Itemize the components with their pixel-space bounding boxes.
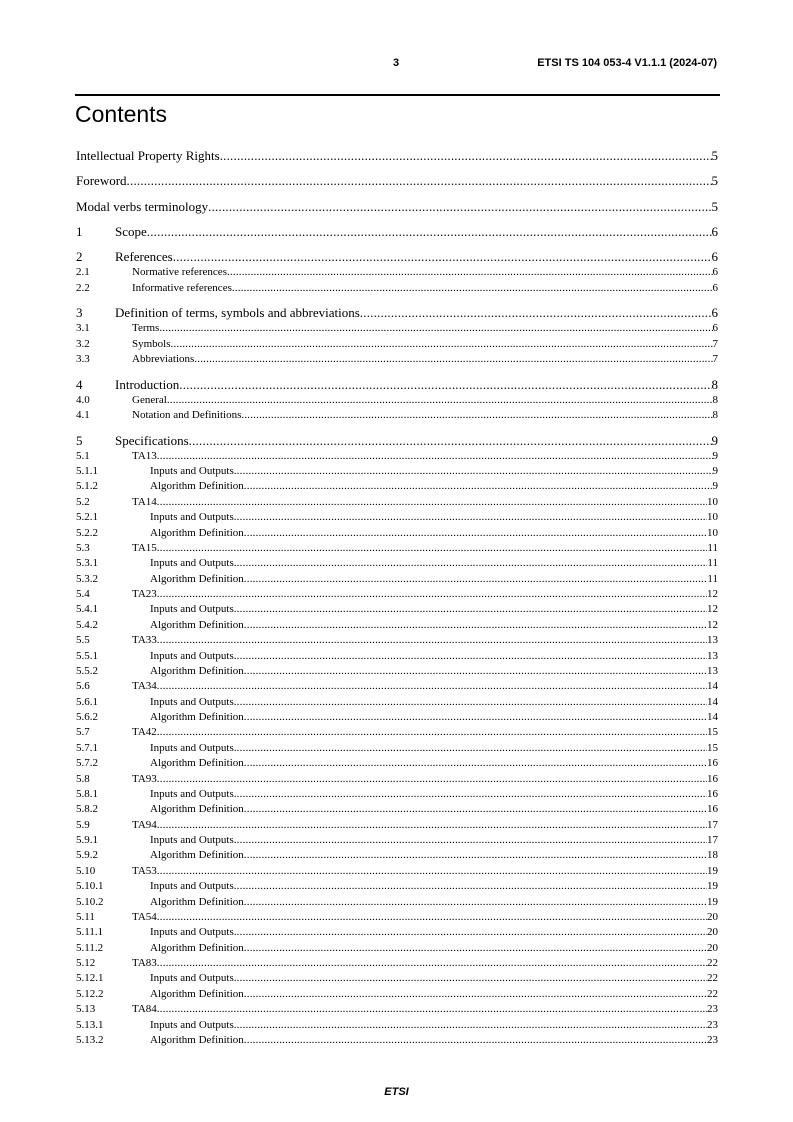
toc-dot-leader xyxy=(244,664,707,679)
document-title: ETSI TS 104 053-4 V1.1.1 (2024-07) xyxy=(537,57,717,69)
toc-entry-title: Inputs and Outputs xyxy=(150,1018,234,1031)
footer-etsi: ETSI xyxy=(384,1086,409,1098)
toc-entry-page: 14 xyxy=(707,680,718,693)
toc-entry-title: General xyxy=(132,393,167,406)
toc-entry-title: Algorithm Definition xyxy=(150,526,244,539)
toc-entry[interactable] xyxy=(76,510,718,525)
toc-entry[interactable] xyxy=(76,433,718,449)
toc-entry[interactable] xyxy=(76,265,718,280)
toc-dot-leader xyxy=(157,725,707,740)
toc-entry-title: TA94 xyxy=(132,818,157,831)
table-of-contents xyxy=(76,139,718,1048)
toc-entry[interactable] xyxy=(76,249,718,265)
toc-entry-page: 16 xyxy=(707,787,718,800)
toc-entry[interactable] xyxy=(76,541,718,556)
toc-dot-leader xyxy=(244,987,707,1002)
toc-entry-title: Informative references xyxy=(132,281,232,294)
toc-entry-title: Terms xyxy=(132,322,160,335)
header-rule xyxy=(75,94,720,96)
toc-entry[interactable] xyxy=(76,649,718,664)
toc-entry-page: 17 xyxy=(707,818,718,831)
toc-entry-title: Algorithm Definition xyxy=(150,803,244,816)
toc-entry-title: Algorithm Definition xyxy=(150,895,244,908)
toc-dot-leader xyxy=(127,173,712,189)
toc-entry-number: 5.11.2 xyxy=(76,941,104,954)
toc-entry[interactable] xyxy=(76,725,718,740)
toc-entry-page: 7 xyxy=(712,337,718,350)
toc-entry-page: 23 xyxy=(707,1018,718,1031)
toc-entry[interactable] xyxy=(76,772,718,787)
toc-entry-title: TA42 xyxy=(132,726,157,739)
toc-entry-number: 1 xyxy=(76,223,83,239)
toc-entry-page: 5 xyxy=(711,148,718,163)
toc-dot-leader xyxy=(227,265,713,280)
toc-dot-leader xyxy=(189,433,712,449)
toc-entry-number: 5.7.1 xyxy=(76,741,98,754)
toc-entry-number: 5.8.2 xyxy=(76,803,98,816)
toc-entry-number: 5.9.2 xyxy=(76,849,98,862)
toc-entry-title: TA13 xyxy=(132,449,157,462)
toc-entry-number: 5.3.1 xyxy=(76,557,98,570)
toc-entry-page: 6 xyxy=(712,322,718,335)
toc-entry[interactable] xyxy=(76,910,718,925)
toc-entry[interactable] xyxy=(76,925,718,940)
toc-dot-leader xyxy=(232,281,713,296)
toc-dot-leader xyxy=(234,787,707,802)
toc-dot-leader xyxy=(179,377,711,393)
toc-dot-leader xyxy=(234,1018,707,1033)
toc-entry-title: Introduction xyxy=(115,376,180,392)
toc-entry-page: 16 xyxy=(707,772,718,785)
toc-entry-page: 12 xyxy=(707,588,718,601)
toc-entry-number: 5.7 xyxy=(76,726,90,739)
toc-dot-leader xyxy=(171,337,713,352)
toc-entry-number: 5.6.1 xyxy=(76,695,98,708)
toc-entry-title: Algorithm Definition xyxy=(150,1033,244,1046)
toc-entry-number: 5.13.2 xyxy=(76,1033,104,1046)
toc-entry-number: 5.1.1 xyxy=(76,465,98,478)
toc-entry-title: Inputs and Outputs xyxy=(150,880,234,893)
toc-entry-page: 22 xyxy=(707,957,718,970)
toc-entry-number: 5.5.2 xyxy=(76,664,98,677)
toc-entry-title: Foreword xyxy=(76,173,127,189)
toc-entry-page: 10 xyxy=(707,511,718,524)
toc-entry[interactable] xyxy=(76,971,718,986)
toc-dot-leader xyxy=(234,971,707,986)
toc-entry-title: Definition of terms, symbols and abbreviations xyxy=(115,305,360,321)
toc-entry-number: 5.10 xyxy=(76,864,96,877)
toc-dot-leader xyxy=(234,741,707,756)
toc-entry-page: 11 xyxy=(707,541,718,554)
toc-entry[interactable] xyxy=(76,787,718,802)
toc-dot-leader xyxy=(244,479,713,494)
toc-entry-number: 2.1 xyxy=(76,266,90,279)
toc-entry-title: Inputs and Outputs xyxy=(150,741,234,754)
toc-entry-title: Inputs and Outputs xyxy=(150,557,234,570)
toc-entry-page: 20 xyxy=(707,910,718,923)
toc-entry-number: 5.1 xyxy=(76,449,90,462)
toc-entry[interactable] xyxy=(76,664,718,679)
toc-entry-title: References xyxy=(115,249,173,265)
toc-dot-leader xyxy=(157,633,707,648)
toc-entry-page: 20 xyxy=(707,941,718,954)
toc-entry[interactable] xyxy=(76,879,718,894)
toc-entry-title: Algorithm Definition xyxy=(150,664,244,677)
toc-entry[interactable] xyxy=(76,321,718,336)
toc-entry[interactable] xyxy=(76,587,718,602)
toc-entry-number: 5.8.1 xyxy=(76,787,98,800)
toc-entry-number: 5.4.1 xyxy=(76,603,98,616)
toc-entry-number: 5.4.2 xyxy=(76,618,98,631)
toc-dot-leader xyxy=(244,895,707,910)
toc-entry-page: 6 xyxy=(711,305,718,321)
toc-dot-leader xyxy=(234,602,707,617)
toc-entry[interactable] xyxy=(76,895,718,910)
toc-dot-leader xyxy=(244,802,707,817)
toc-entry-title: Algorithm Definition xyxy=(150,849,244,862)
toc-entry-title: Modal verbs terminology xyxy=(76,198,209,214)
toc-dot-leader xyxy=(157,541,708,556)
toc-entry-title: Inputs and Outputs xyxy=(150,834,234,847)
toc-entry-title: TA54 xyxy=(132,910,157,923)
toc-dot-leader xyxy=(244,618,707,633)
toc-entry-page: 23 xyxy=(707,1033,718,1046)
toc-entry-title: Algorithm Definition xyxy=(150,711,244,724)
toc-entry[interactable] xyxy=(76,352,718,367)
toc-entry-title: Algorithm Definition xyxy=(150,480,244,493)
toc-entry-page: 15 xyxy=(707,741,718,754)
toc-dot-leader xyxy=(234,464,713,479)
toc-entry-number: 5.7.2 xyxy=(76,757,98,770)
toc-entry-number: 3 xyxy=(76,305,83,321)
toc-entry-number: 5.12.2 xyxy=(76,987,104,1000)
toc-entry-number: 5.8 xyxy=(76,772,90,785)
toc-entry-number: 5.6 xyxy=(76,680,90,693)
toc-entry-page: 22 xyxy=(707,972,718,985)
toc-entry-page: 15 xyxy=(707,726,718,739)
toc-entry-page: 19 xyxy=(707,880,718,893)
toc-entry-title: Algorithm Definition xyxy=(150,987,244,1000)
toc-entry-title: Scope xyxy=(115,223,147,239)
toc-entry-page: 12 xyxy=(707,618,718,631)
toc-entry-title: Specifications xyxy=(115,432,189,448)
toc-entry-page: 7 xyxy=(712,352,718,365)
toc-dot-leader xyxy=(157,587,707,602)
toc-entry-title: TA34 xyxy=(132,680,157,693)
toc-dot-leader xyxy=(244,710,707,725)
toc-entry-number: 5.12 xyxy=(76,957,96,970)
toc-dot-leader xyxy=(234,879,707,894)
toc-dot-leader xyxy=(157,772,707,787)
toc-dot-leader xyxy=(157,864,707,879)
toc-entry-page: 9 xyxy=(712,480,718,493)
toc-entry-number: 5.11.1 xyxy=(76,926,104,939)
toc-entry-title: Inputs and Outputs xyxy=(150,972,234,985)
toc-entry-page: 13 xyxy=(707,664,718,677)
toc-dot-leader xyxy=(234,556,708,571)
toc-entry[interactable] xyxy=(76,710,718,725)
toc-entry-number: 5.2 xyxy=(76,495,90,508)
toc-dot-leader xyxy=(244,526,707,541)
toc-dot-leader xyxy=(234,833,707,848)
toc-entry-page: 18 xyxy=(707,849,718,862)
toc-entry[interactable] xyxy=(76,556,718,571)
toc-entry-number: 5.13 xyxy=(76,1003,96,1016)
toc-entry-page: 10 xyxy=(707,526,718,539)
toc-entry-page: 17 xyxy=(707,834,718,847)
toc-entry-page: 13 xyxy=(707,634,718,647)
toc-entry-title: TA14 xyxy=(132,495,157,508)
toc-entry-number: 5.6.2 xyxy=(76,711,98,724)
toc-entry-number: 5 xyxy=(76,432,83,448)
toc-entry-number: 5.10.1 xyxy=(76,880,104,893)
toc-entry-page: 22 xyxy=(707,987,718,1000)
toc-entry[interactable] xyxy=(76,148,718,164)
toc-dot-leader xyxy=(234,510,707,525)
toc-entry-page: 20 xyxy=(707,926,718,939)
toc-entry-page: 9 xyxy=(712,449,718,462)
toc-entry-title: Normative references xyxy=(132,266,227,279)
toc-entry-title: TA93 xyxy=(132,772,157,785)
toc-entry-page: 6 xyxy=(711,249,718,265)
toc-dot-leader xyxy=(157,956,707,971)
toc-entry-number: 5.1.2 xyxy=(76,480,98,493)
toc-entry-number: 5.2.2 xyxy=(76,526,98,539)
toc-entry[interactable] xyxy=(76,695,718,710)
toc-entry-number: 5.4 xyxy=(76,588,90,601)
toc-entry[interactable] xyxy=(76,408,718,423)
toc-entry-number: 5.5.1 xyxy=(76,649,98,662)
toc-entry-number: 2.2 xyxy=(76,281,90,294)
toc-entry-number: 4.1 xyxy=(76,409,90,422)
toc-entry-number: 5.5 xyxy=(76,634,90,647)
toc-entry[interactable] xyxy=(76,864,718,879)
toc-entry-page: 14 xyxy=(707,695,718,708)
toc-entry-title: Inputs and Outputs xyxy=(150,465,234,478)
toc-dot-leader xyxy=(194,352,712,367)
toc-entry-page: 12 xyxy=(707,603,718,616)
toc-entry-page: 16 xyxy=(707,757,718,770)
toc-dot-leader xyxy=(220,148,712,164)
toc-entry-page: 11 xyxy=(707,572,718,585)
toc-entry[interactable] xyxy=(76,377,718,393)
toc-entry-title: Algorithm Definition xyxy=(150,941,244,954)
toc-dot-leader xyxy=(244,848,707,863)
toc-dot-leader xyxy=(157,818,707,833)
toc-entry-number: 5.12.1 xyxy=(76,972,104,985)
toc-dot-leader xyxy=(157,679,707,694)
toc-entry-page: 6 xyxy=(711,223,718,239)
toc-entry-page: 9 xyxy=(712,465,718,478)
toc-entry[interactable] xyxy=(76,337,718,352)
toc-entry-page: 11 xyxy=(707,557,718,570)
toc-entry-title: Inputs and Outputs xyxy=(150,649,234,662)
toc-entry-page: 8 xyxy=(711,376,718,392)
toc-entry-title: TA33 xyxy=(132,634,157,647)
toc-entry-page: 19 xyxy=(707,895,718,908)
toc-entry-number: 3.3 xyxy=(76,352,90,365)
toc-entry[interactable] xyxy=(76,633,718,648)
toc-entry[interactable] xyxy=(76,756,718,771)
toc-dot-leader xyxy=(244,941,707,956)
toc-entry[interactable] xyxy=(76,741,718,756)
toc-entry-title: Intellectual Property Rights xyxy=(76,148,220,163)
toc-dot-leader xyxy=(157,1002,707,1017)
toc-entry[interactable] xyxy=(76,305,718,321)
toc-entry-title: Inputs and Outputs xyxy=(150,603,234,616)
toc-dot-leader xyxy=(244,1033,707,1048)
toc-entry-title: Abbreviations xyxy=(132,352,195,365)
toc-entry-title: TA23 xyxy=(132,588,157,601)
toc-entry[interactable] xyxy=(76,572,718,587)
toc-entry[interactable] xyxy=(76,173,718,189)
toc-entry-title: Inputs and Outputs xyxy=(150,695,234,708)
toc-dot-leader xyxy=(157,449,713,464)
toc-entry-number: 5.3 xyxy=(76,541,90,554)
toc-entry-number: 5.9 xyxy=(76,818,90,831)
toc-entry[interactable] xyxy=(76,679,718,694)
toc-entry-number: 5.9.1 xyxy=(76,834,98,847)
toc-entry[interactable] xyxy=(76,618,718,633)
toc-entry[interactable] xyxy=(76,848,718,863)
toc-dot-leader xyxy=(244,756,707,771)
toc-entry-title: TA83 xyxy=(132,957,157,970)
toc-entry-page: 9 xyxy=(711,432,718,448)
toc-entry-number: 3.1 xyxy=(76,322,90,335)
toc-entry-page: 19 xyxy=(707,864,718,877)
toc-entry[interactable] xyxy=(76,1018,718,1033)
toc-entry-title: Algorithm Definition xyxy=(150,618,244,631)
toc-entry-page: 13 xyxy=(707,649,718,662)
toc-dot-leader xyxy=(234,925,707,940)
toc-dot-leader xyxy=(173,249,712,265)
toc-entry-number: 5.13.1 xyxy=(76,1018,104,1031)
toc-entry[interactable] xyxy=(76,818,718,833)
toc-entry-number: 3.2 xyxy=(76,337,90,350)
toc-entry-page: 14 xyxy=(707,711,718,724)
toc-entry[interactable] xyxy=(76,495,718,510)
toc-entry[interactable] xyxy=(76,1033,718,1048)
toc-entry-title: Algorithm Definition xyxy=(150,757,244,770)
toc-entry-title: TA15 xyxy=(132,541,157,554)
toc-dot-leader xyxy=(234,649,707,664)
toc-entry-page: 6 xyxy=(712,266,718,279)
toc-entry-title: Symbols xyxy=(132,337,171,350)
toc-dot-leader xyxy=(234,695,707,710)
toc-entry-title: Inputs and Outputs xyxy=(150,787,234,800)
toc-entry-number: 4 xyxy=(76,376,83,392)
toc-entry-page: 6 xyxy=(712,281,718,294)
page-title: Contents xyxy=(75,101,168,127)
toc-entry-number: 5.10.2 xyxy=(76,895,104,908)
toc-entry-page: 5 xyxy=(711,173,718,189)
toc-dot-leader xyxy=(244,572,708,587)
toc-entry-number: 5.2.1 xyxy=(76,511,98,524)
toc-dot-leader xyxy=(157,910,707,925)
toc-entry-title: TA53 xyxy=(132,864,157,877)
toc-entry[interactable] xyxy=(76,802,718,817)
toc-entry-page: 8 xyxy=(712,409,718,422)
toc-dot-leader xyxy=(167,393,713,408)
toc-dot-leader xyxy=(157,495,707,510)
toc-entry[interactable] xyxy=(76,526,718,541)
toc-entry-page: 23 xyxy=(707,1003,718,1016)
toc-entry-title: Notation and Definitions xyxy=(132,409,242,422)
toc-dot-leader xyxy=(241,408,712,423)
toc-entry-page: 16 xyxy=(707,803,718,816)
toc-entry[interactable] xyxy=(76,199,718,215)
toc-entry[interactable] xyxy=(76,941,718,956)
toc-dot-leader xyxy=(360,305,712,321)
toc-entry-number: 2 xyxy=(76,249,83,265)
toc-dot-leader xyxy=(159,321,712,336)
toc-entry-title: Inputs and Outputs xyxy=(150,511,234,524)
toc-entry-page: 8 xyxy=(712,393,718,406)
toc-entry[interactable] xyxy=(76,464,718,479)
toc-entry-title: TA84 xyxy=(132,1003,157,1016)
toc-dot-leader xyxy=(208,199,711,215)
toc-entry-number: 4.0 xyxy=(76,393,90,406)
toc-entry[interactable] xyxy=(76,281,718,296)
page-number: 3 xyxy=(393,57,400,69)
toc-entry-number: 5.3.2 xyxy=(76,572,98,585)
toc-entry[interactable] xyxy=(76,956,718,971)
toc-entry[interactable] xyxy=(76,987,718,1002)
toc-entry[interactable] xyxy=(76,479,718,494)
toc-entry-page: 10 xyxy=(707,495,718,508)
toc-entry[interactable] xyxy=(76,1002,718,1017)
toc-dot-leader xyxy=(147,224,712,240)
toc-entry-title: Algorithm Definition xyxy=(150,572,244,585)
toc-entry[interactable] xyxy=(76,393,718,408)
toc-entry-title: Inputs and Outputs xyxy=(150,926,234,939)
toc-entry[interactable] xyxy=(76,602,718,617)
toc-entry-page: 5 xyxy=(711,198,718,214)
toc-entry-number: 5.11 xyxy=(76,910,95,923)
toc-entry[interactable] xyxy=(76,449,718,464)
toc-entry[interactable] xyxy=(76,833,718,848)
toc-entry[interactable] xyxy=(76,224,718,240)
